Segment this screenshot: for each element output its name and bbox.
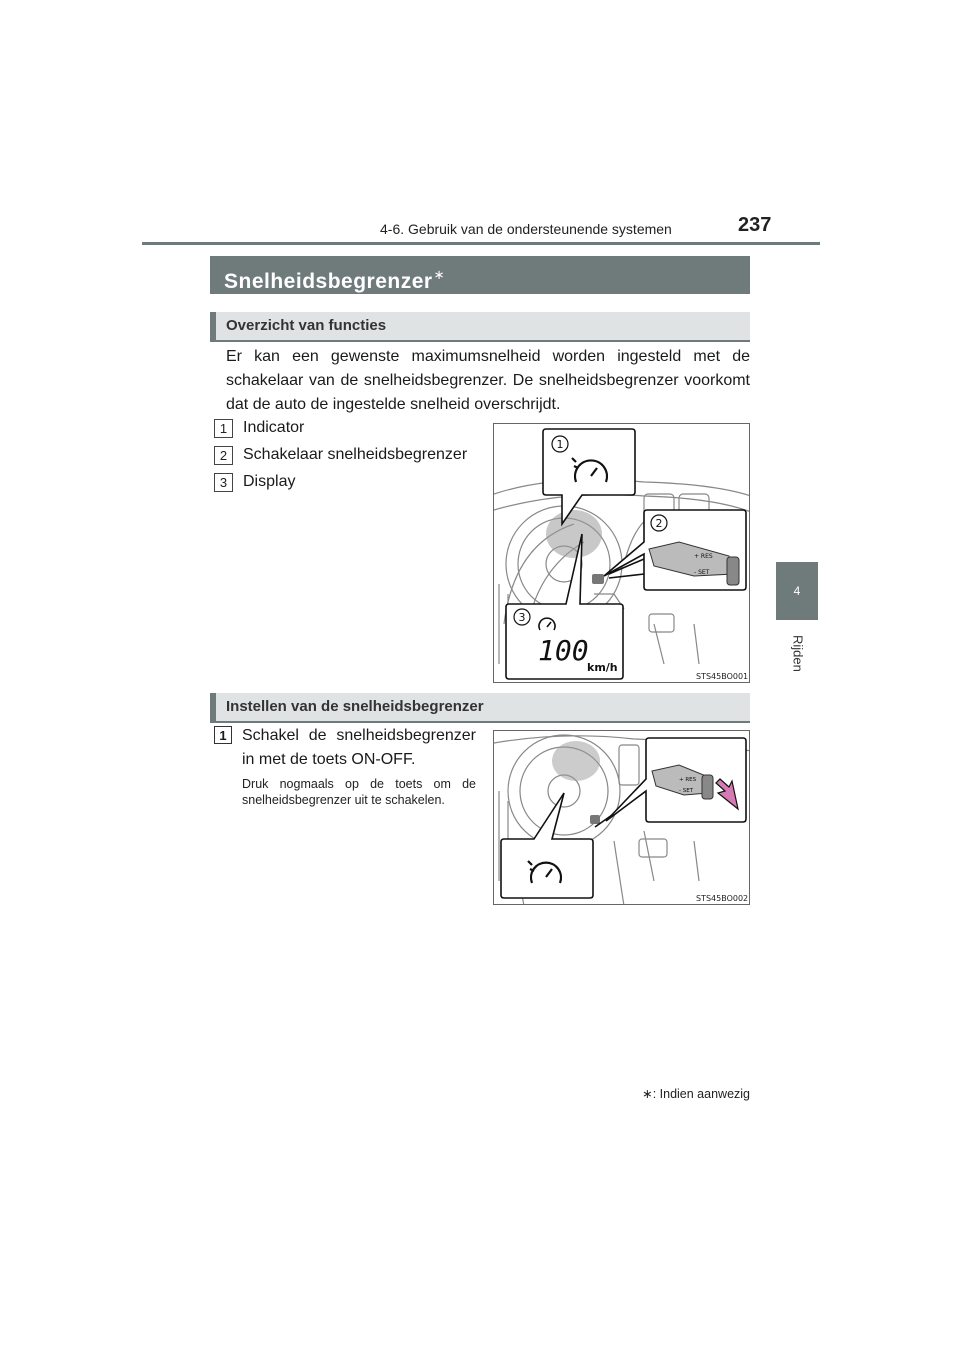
- item-number: 2: [214, 446, 233, 465]
- display-speed-value: 100: [538, 634, 589, 667]
- item-number: 3: [214, 473, 233, 492]
- overview-figure: [493, 423, 750, 683]
- callout-3: 3: [518, 611, 526, 624]
- chapter-tab[interactable]: 4: [776, 562, 818, 620]
- list-item: [214, 418, 304, 438]
- section-title: [210, 256, 750, 294]
- setting-figure: [493, 730, 750, 905]
- footnote: ∗: Indien aanwezig: [642, 1087, 750, 1101]
- setting-heading: Instellen van de snelheidsbegrenzer: [210, 693, 750, 721]
- svg-text:- SET: - SET: [694, 569, 710, 576]
- overview-intro: Er kan een gewenste maximumsnelheid worden ingesteld met de schakelaar van de snelheidsbegrenzer. De snelheidsbegrenzer voorkomt dat de auto de ingestelde snelheid overschrijdt.: [226, 348, 750, 413]
- list-item: [214, 445, 467, 465]
- step-instruction: Schakel de snelheidsbegrenzer in met de toets ON-OFF.: [242, 727, 476, 768]
- svg-text:+ RES: + RES: [694, 553, 713, 560]
- step-number: 1: [214, 726, 232, 744]
- figure-code: STS45BO002: [696, 894, 749, 903]
- item-number: 1: [214, 419, 233, 438]
- chapter-label: Rijden: [790, 634, 806, 672]
- header-rule: [142, 242, 820, 245]
- item-label: Display: [243, 473, 296, 490]
- item-label: Schakelaar snelheidsbegrenzer: [243, 446, 468, 463]
- overview-heading: Overzicht van functies: [210, 312, 750, 340]
- callout-1: 1: [556, 438, 564, 451]
- display-speed-unit: km/h: [587, 661, 618, 674]
- callout-2: 2: [655, 517, 663, 530]
- svg-text:- SET: - SET: [679, 788, 694, 794]
- item-label: Indicator: [243, 419, 305, 436]
- lever-press-illustration: [494, 731, 750, 905]
- dashboard-illustration: [494, 424, 750, 683]
- svg-text:+ RES: + RES: [679, 777, 697, 783]
- step-note: Druk nogmaals op de toets om de snelheidsbegrenzer uit te schakelen.: [242, 777, 476, 807]
- page-number: 237: [738, 214, 772, 236]
- section-title-text: Snelheidsbegrenzer: [224, 270, 433, 293]
- list-item: [214, 472, 295, 492]
- header-section-title: 4-6. Gebruik van de ondersteunende systemen: [380, 221, 672, 237]
- optional-marker: ∗: [433, 267, 445, 282]
- figure-code: STS45BO001: [696, 672, 749, 681]
